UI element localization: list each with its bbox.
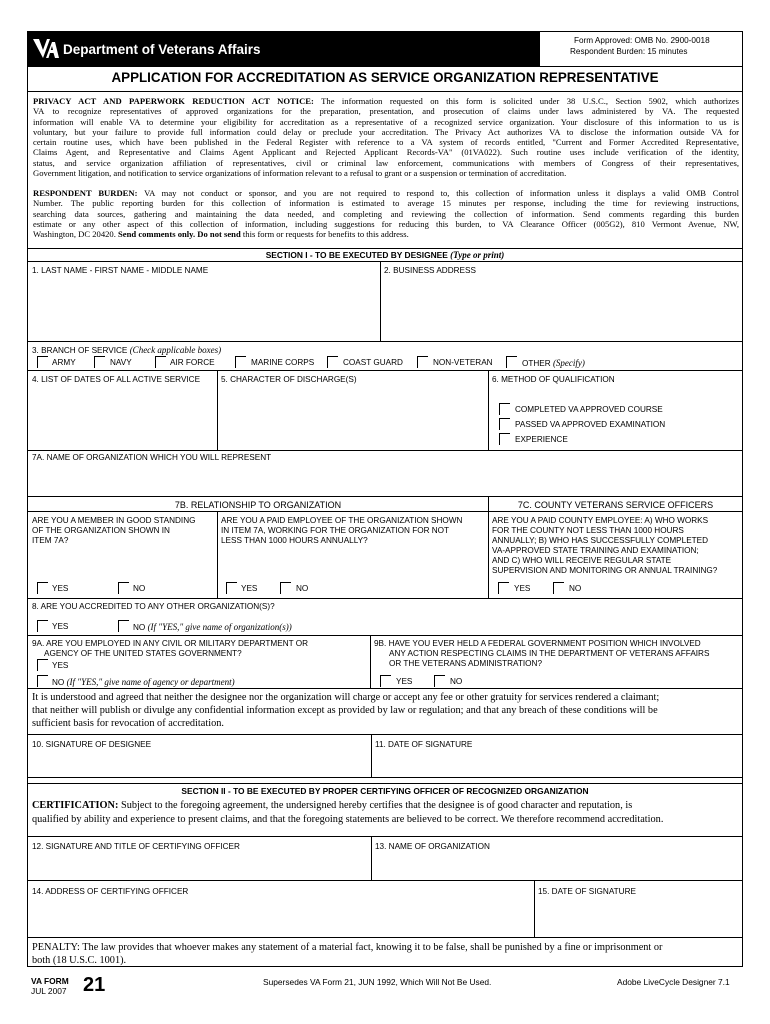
- accredited-yes-label: YES: [52, 622, 69, 631]
- designee-date-field[interactable]: [372, 750, 741, 776]
- county-no-checkbox[interactable]: [553, 582, 564, 594]
- name-field[interactable]: [28, 276, 379, 340]
- form-number: 21: [83, 974, 106, 996]
- accredited-no-label: NO (If "YES," give name of organization(s)): [133, 622, 292, 632]
- respondent-burden-notice: RESPONDENT BURDEN: VA may not conduct or sponsor, and you are not required to respond to, this collection of information unless it displays a valid OMB Control Number. The public reporting burden for this collection of information is estimated to average 15 minutes per response, including the time for reviewing instructions, searching data sources, gathering and maintaining the data needed, and completing and reviewing the collection of information. Send comments regarding this burden estimate or any other aspect of this collection of information, including suggestions for reducing this burden, to VA Clearance Officer (005G2), 810 Vermont Avenue, NW, Washington, DC 20420. Send comments only. Do not send this form or requests for benefits to this address.: [33, 188, 739, 240]
- organization-represent-field[interactable]: [28, 463, 741, 495]
- member-no-label: NO: [133, 584, 146, 593]
- coast-guard-checkbox[interactable]: [327, 356, 338, 368]
- organization-represent-label: 7A. NAME OF ORGANIZATION WHICH YOU WILL REPRESENT: [32, 453, 272, 462]
- experience-checkbox[interactable]: [499, 433, 510, 445]
- completed-course-checkbox[interactable]: [499, 403, 510, 415]
- organization-name-field[interactable]: [372, 852, 741, 879]
- certifying-officer-signature-field[interactable]: [28, 852, 370, 879]
- member-yes-label: YES: [52, 584, 69, 593]
- department-name: Department of Veterans Affairs: [63, 42, 261, 57]
- federal-position-question: 9B. HAVE YOU EVER HELD A FEDERAL GOVERNMENT POSITION WHICH INVOLVED ANY ACTION RESPECTING CLAIMS IN THE DEPARTMENT OF VETERANS AFFAIRS OR THE VETERANS ADMINISTRATION?: [374, 639, 710, 668]
- section1-heading: SECTION I - TO BE EXECUTED BY DESIGNEE (Type or print): [265, 250, 505, 260]
- marine-corps-label: MARINE CORPS: [251, 358, 315, 367]
- army-label: ARMY: [52, 358, 76, 367]
- supersedes-note: Supersedes VA Form 21, JUN 1992, Which Will Not Be Used.: [263, 977, 492, 987]
- county-no-label: NO: [569, 584, 582, 593]
- designee-signature-field[interactable]: [28, 750, 370, 776]
- other-label: OTHER (Specify): [522, 358, 585, 368]
- county-officers-heading: 7C. COUNTY VETERANS SERVICE OFFICERS: [517, 500, 714, 510]
- passed-examination-label: PASSED VA APPROVED EXAMINATION: [515, 420, 666, 429]
- va-seal-icon: [32, 36, 60, 62]
- member-no-checkbox[interactable]: [118, 582, 129, 594]
- form-date: JUL 2007: [31, 986, 67, 996]
- employed-no-checkbox[interactable]: [37, 675, 48, 687]
- county-yes-checkbox[interactable]: [498, 582, 509, 594]
- certifying-date-label: 15. DATE OF SIGNATURE: [538, 887, 636, 896]
- employed-government-question: 9A. ARE YOU EMPLOYED IN ANY CIVIL OR MILITARY DEPARTMENT OR AGENCY OF THE UNITED STATES GOVERNMENT?: [32, 639, 309, 658]
- certifying-officer-address-field[interactable]: [28, 897, 533, 936]
- completed-course-label: COMPLETED VA APPROVED COURSE: [515, 405, 663, 414]
- business-address-field[interactable]: [381, 276, 741, 340]
- federal-no-label: NO: [450, 677, 463, 686]
- omb-number: Form Approved: OMB No. 2900-0018: [574, 36, 710, 45]
- last-first-middle-name-label: 1. LAST NAME - FIRST NAME - MIDDLE NAME: [32, 266, 209, 275]
- accredited-other-label: 8. ARE YOU ACCREDITED TO ANY OTHER ORGANIZATION(S)?: [32, 602, 275, 611]
- character-of-discharge-field[interactable]: [218, 385, 487, 449]
- certifying-officer-address-label: 14. ADDRESS OF CERTIFYING OFFICER: [32, 887, 189, 896]
- certifying-officer-signature-label: 12. SIGNATURE AND TITLE OF CERTIFYING OFFICER: [32, 842, 240, 851]
- federal-yes-label: YES: [396, 677, 413, 686]
- active-service-dates-label: 4. LIST OF DATES OF ALL ACTIVE SERVICE: [32, 375, 201, 384]
- relationship-heading: 7B. RELATIONSHIP TO ORGANIZATION: [174, 500, 342, 510]
- air-force-label: AIR FORCE: [170, 358, 215, 367]
- marine-corps-checkbox[interactable]: [235, 356, 246, 368]
- paid-employee-yes-label: YES: [241, 584, 258, 593]
- coast-guard-label: COAST GUARD: [343, 358, 403, 367]
- character-of-discharge-label: 5. CHARACTER OF DISCHARGE(S): [221, 375, 357, 384]
- form-title: APPLICATION FOR ACCREDITATION AS SERVICE ORGANIZATION REPRESENTATIVE: [111, 70, 659, 85]
- other-checkbox[interactable]: [506, 356, 517, 368]
- non-veteran-checkbox[interactable]: [417, 356, 428, 368]
- passed-examination-checkbox[interactable]: [499, 418, 510, 430]
- designee-date-label: 11. DATE OF SIGNATURE: [375, 740, 473, 749]
- certifying-date-field[interactable]: [535, 897, 741, 936]
- accredited-yes-checkbox[interactable]: [37, 620, 48, 632]
- designee-signature-label: 10. SIGNATURE OF DESIGNEE: [32, 740, 152, 749]
- agreement-statement: It is understood and agreed that neither the designee nor the organization will charge or accept any fee or other gratuity for services rendered a claimant; that neither will publish or divulge any confidential information except as provided by law or regulation; and that any breach of these conditions will be sufficient basis for revocation of accreditation.: [32, 692, 660, 729]
- member-good-standing-question: ARE YOU A MEMBER IN GOOD STANDING OF THE ORGANIZATION SHOWN IN ITEM 7A?: [32, 516, 196, 545]
- paid-employee-yes-checkbox[interactable]: [226, 582, 237, 594]
- va-form-label: VA FORM: [31, 976, 69, 986]
- certification-statement: CERTIFICATION: Subject to the foregoing agreement, the undersigned hereby certifies that the designee is of good character and reputation, is qualified by ability and experience to present claims, and that the foregoing statements are believed to be correct. We therefore recommend accreditation.: [32, 800, 664, 825]
- accredited-other-field[interactable]: [330, 612, 740, 634]
- navy-label: NAVY: [110, 358, 132, 367]
- paid-employee-no-checkbox[interactable]: [280, 582, 291, 594]
- accredited-no-checkbox[interactable]: [118, 620, 129, 632]
- organization-name-label: 13. NAME OF ORGANIZATION: [375, 842, 490, 851]
- active-service-dates-field[interactable]: [28, 385, 216, 449]
- employed-yes-checkbox[interactable]: [37, 659, 48, 671]
- county-yes-label: YES: [514, 584, 531, 593]
- air-force-checkbox[interactable]: [155, 356, 166, 368]
- privacy-act-notice: PRIVACY ACT AND PAPERWORK REDUCTION ACT NOTICE: The information requested on this form is solicited under 38 U.S.C., Section 5902, which authorizes VA to recognize representatives of approved organizations for the preparation, presentation, and prosecution of claims under laws administered by VA. The requested information will enable VA to determine your eligibility for accreditation as a representative of a recognized service organization. Your disclosure of this information to us is voluntary, but your failure to provide full information could delay or preclude your accreditation. The Privacy Act authorizes VA to disclose the information outside VA for certain routine uses, which have been published in the Federal Register with reference to a VA system of records entitled, "Current and Former Accredited Representative, Claims Agent, and Representative and Claims Agent Applicant and Rejected Applicant Records-VA" (01VA022). Such routine uses include verification of the identity, status, and service organization affiliation of representatives, civil or criminal law enforcement, communications with members of Congress of their representatives, Government litigation, and notification to service organizations of information relevant to a refusal to grant or a suspension or termination of accreditation.: [33, 96, 739, 179]
- business-address-label: 2. BUSINESS ADDRESS: [384, 266, 476, 275]
- member-yes-checkbox[interactable]: [37, 582, 48, 594]
- federal-no-checkbox[interactable]: [434, 675, 445, 687]
- experience-label: EXPERIENCE: [515, 435, 568, 444]
- branch-of-service-label: 3. BRANCH OF SERVICE (Check applicable boxes): [32, 345, 222, 355]
- paid-employee-question: ARE YOU A PAID EMPLOYEE OF THE ORGANIZATION SHOWN IN ITEM 7A, WORKING FOR THE ORGANIZATION FOR NOT LESS THAN 1000 HOURS ANNUALLY?: [221, 516, 463, 545]
- respondent-burden-time: Respondent Burden: 15 minutes: [570, 47, 688, 56]
- employed-yes-label: YES: [52, 661, 69, 670]
- paid-employee-no-label: NO: [296, 584, 309, 593]
- method-of-qualification-label: 6. METHOD OF QUALIFICATION: [492, 375, 615, 384]
- army-checkbox[interactable]: [37, 356, 48, 368]
- section2-heading: SECTION II - TO BE EXECUTED BY PROPER CERTIFYING OFFICER OF RECOGNIZED ORGANIZATION: [181, 786, 589, 796]
- penalty-statement: PENALTY: The law provides that whoever makes any statement of a material fact, knowing it to be false, shall be punished by a fine or imprisonment or both (18 U.S.C. 1001).: [32, 942, 663, 966]
- employed-no-label: NO (If "YES," give name of agency or department): [52, 677, 235, 687]
- federal-yes-checkbox[interactable]: [380, 675, 391, 687]
- software-note: Adobe LiveCycle Designer 7.1: [617, 977, 730, 987]
- non-veteran-label: NON-VETERAN: [433, 358, 493, 367]
- county-employee-question: ARE YOU A PAID COUNTY EMPLOYEE: A) WHO WORKS FOR THE COUNTY NOT LESS THAN 1000 HOURS ANNUALLY; B) WHO HAS SUCCESSFULLY COMPLETED VA-APPROVED STATE TRAINING AND EXAMINATION; AND C) WHO WILL RECEIVE REGULAR STATE SUPERVISION AND MONITORING OR ANNUAL TRAINING?: [492, 516, 718, 575]
- navy-checkbox[interactable]: [94, 356, 105, 368]
